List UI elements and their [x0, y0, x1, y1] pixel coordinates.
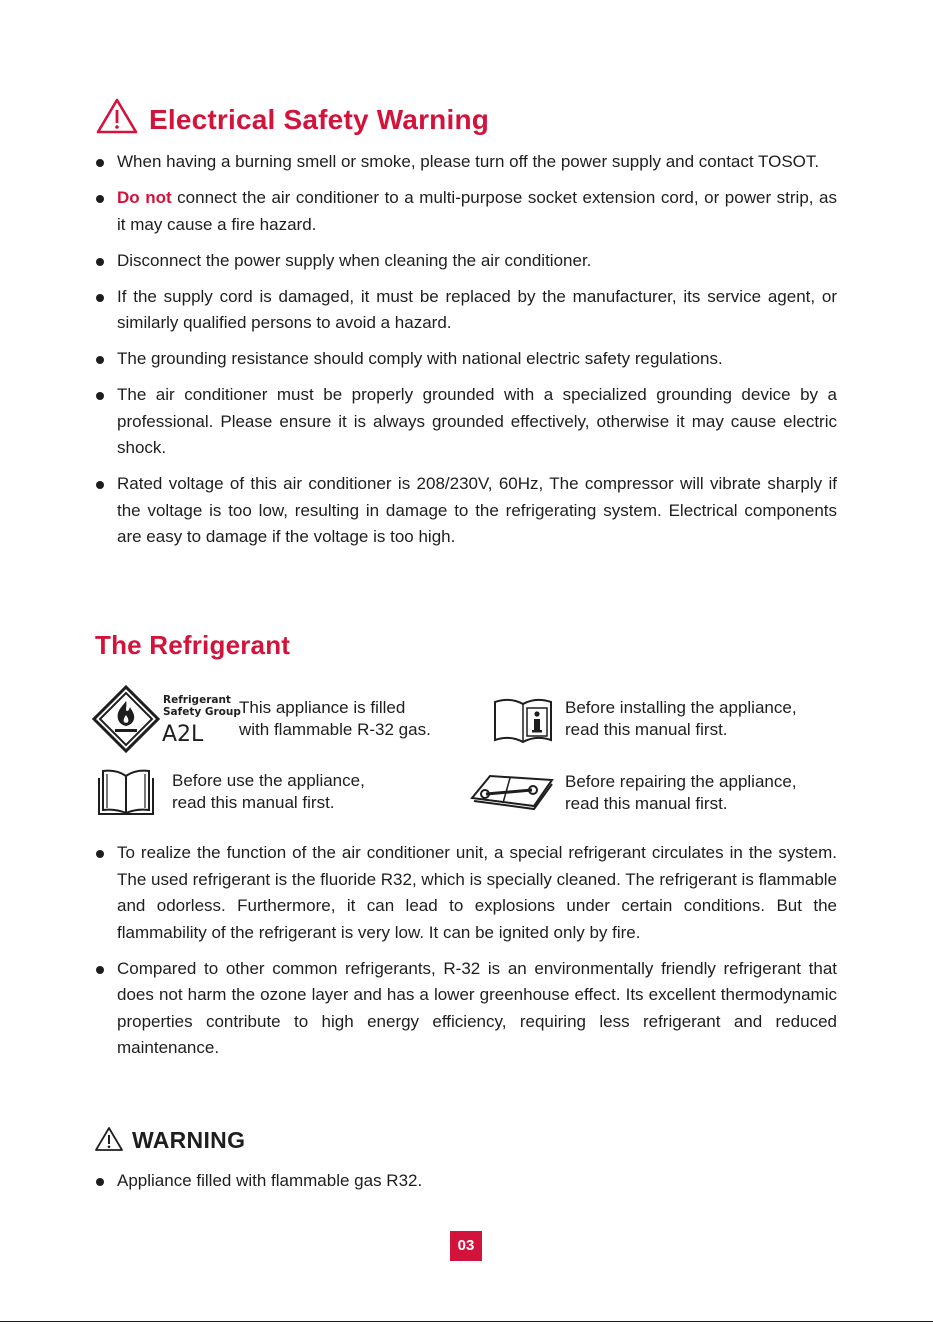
refrigerant-title: The Refrigerant	[95, 630, 291, 660]
list-item: Do not connect the air conditioner to a multi-purpose socket extension cord, or power strip, as it may cause a fire hazard.	[95, 185, 837, 238]
list-item: Compared to other common refrigerants, R-32 is an environmentally friendly refrigerant that does not harm the ozone layer and has a lower greenhouse effect. Its excellent thermodynamic properties contribute to high energy efficiency, requiring less refrigerant and reduced maintenance.	[95, 956, 837, 1062]
open-book-icon	[97, 768, 155, 818]
list-item: The grounding resistance should comply with national electric safety regulations.	[95, 346, 837, 373]
do-not-emphasis: Do not	[117, 188, 172, 207]
list-item: Rated voltage of this air conditioner is 208/230V, 60Hz, The compressor will vibrate sharply if the voltage is too low, resulting in damage to the refrigerating system. Electrical components are easy to damage if the voltage is too high.	[95, 471, 837, 551]
install-symbol-caption: Before installing the appliance, read this manual first.	[565, 698, 797, 739]
refrigerant-bullet-list	[95, 840, 837, 1071]
warning-title: WARNING	[132, 1127, 246, 1153]
warning-triangle-icon	[94, 1126, 124, 1152]
electrical-safety-title: Electrical Safety Warning	[149, 104, 490, 135]
list-item: Appliance filled with flammable gas R32.	[95, 1168, 837, 1195]
use-symbol-caption: Before use the appliance, read this manual first.	[172, 771, 365, 812]
warning-triangle-icon	[96, 98, 138, 134]
bottom-divider	[0, 1321, 933, 1322]
repair-symbol-caption: Before repairing the appliance, read this manual first.	[565, 772, 797, 813]
flammable-symbol-caption: This appliance is filled with flammable R-32 gas.	[239, 698, 431, 739]
safety-group-label: Refrigerant Safety Group	[163, 694, 241, 718]
list-item: The air conditioner must be properly grounded with a specialized grounding device by a professional. Please ensure it is always grounded effectively, otherwise it may cause electric shock.	[95, 382, 837, 462]
warning-bullet-list	[95, 1168, 837, 1204]
flammable-diamond-icon	[92, 685, 160, 753]
electrical-bullet-list	[95, 149, 837, 560]
a2l-code: A2L	[162, 722, 204, 747]
list-item: Disconnect the power supply when cleaning the air conditioner.	[95, 248, 837, 275]
page-number: 03	[450, 1231, 482, 1261]
service-manual-wrench-icon	[470, 772, 554, 812]
list-item: When having a burning smell or smoke, please turn off the power supply and contact TOSOT.	[95, 149, 837, 176]
list-item: To realize the function of the air conditioner unit, a special refrigerant circulates in the system. The used refrigerant is the fluoride R32, which is specially cleaned. The refrigerant is flammable and odorless. Furthermore, it can lead to explosions under certain conditions. But the flammability of the refrigerant is very low. It can be ignited only by fire.	[95, 840, 837, 946]
manual-info-icon	[492, 696, 554, 744]
list-item: If the supply cord is damaged, it must be replaced by the manufacturer, its service agent, or similarly qualified persons to avoid a hazard.	[95, 284, 837, 337]
